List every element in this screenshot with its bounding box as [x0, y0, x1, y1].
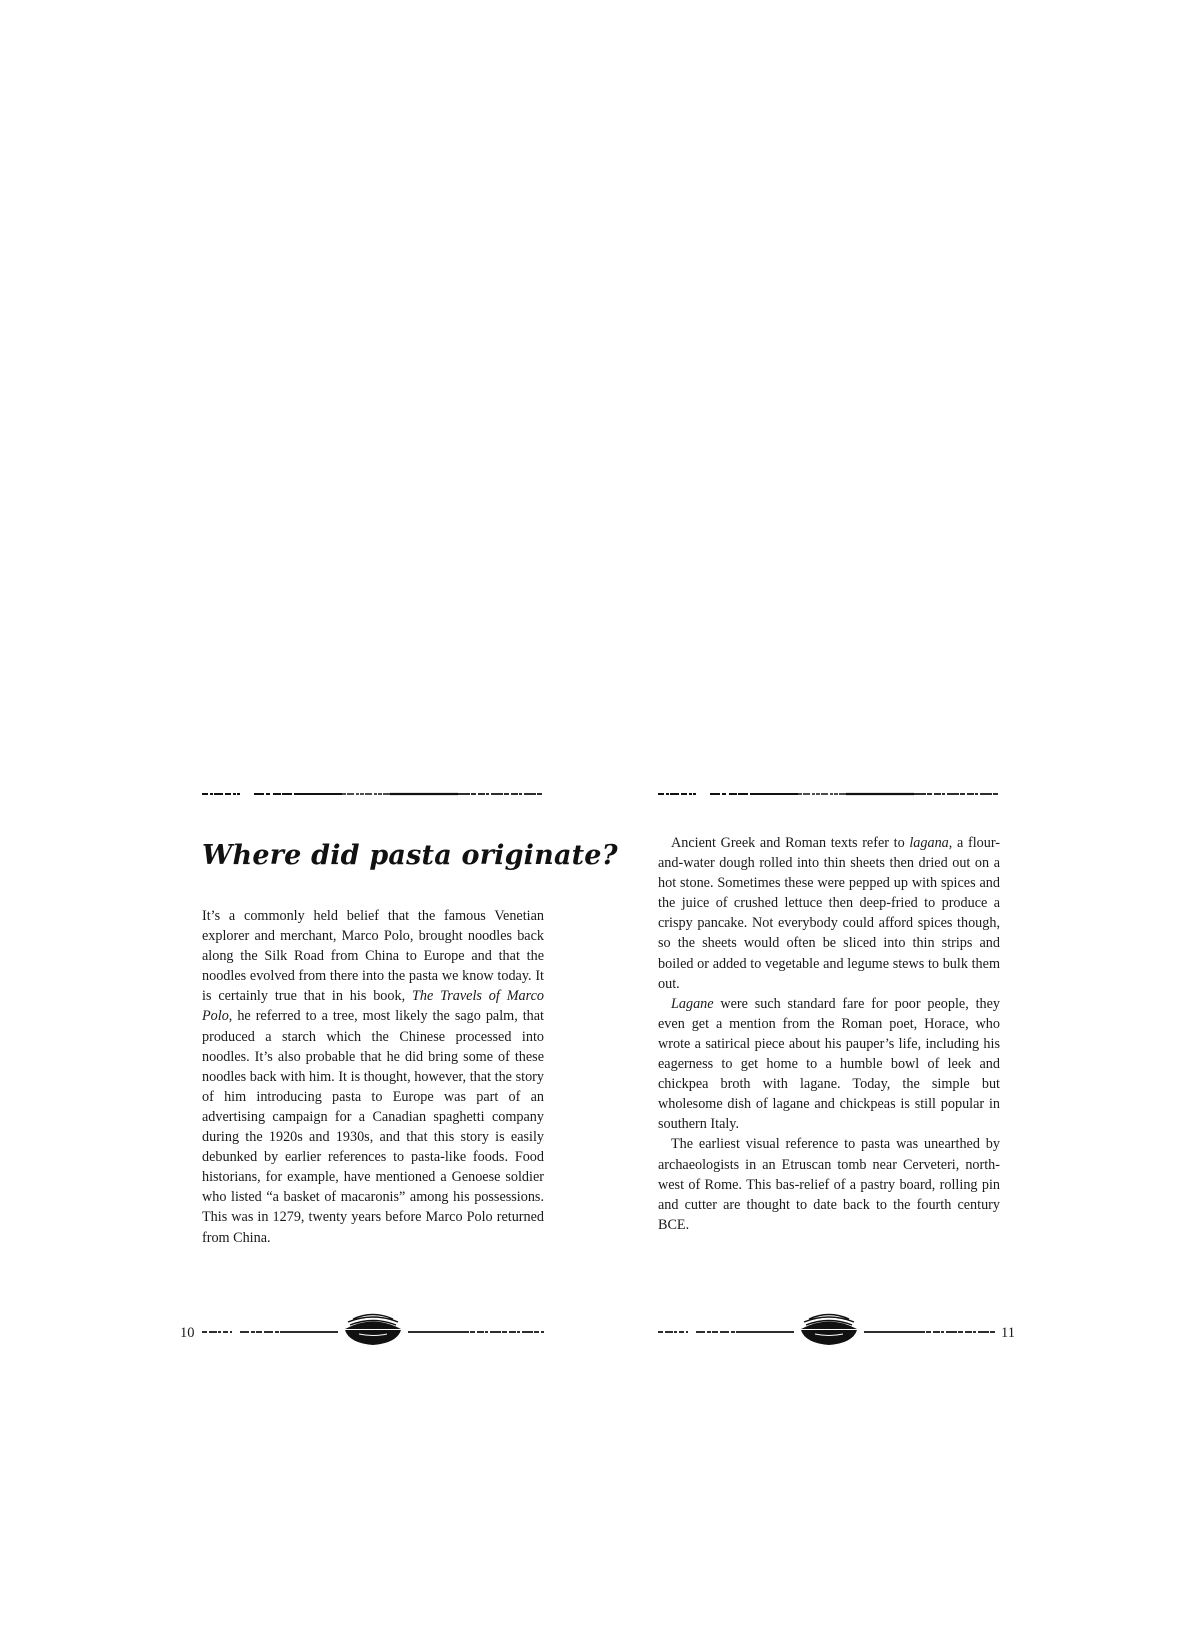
text-run: , a flour-and-water dough rolled into thin sheets then dried out on a hot stone. Sometimes these were pepped up with spices and the juice of crushed lettuce then deep-fried to produce a crispy pancake. Not everybody could afford spices though, so the sheets would often be sliced into thin strips and boiled or added to vegetable and legume stews to bulk them out. [658, 835, 1000, 992]
pasta-bowl-icon [345, 1315, 401, 1346]
paragraph: The earliest visual reference to pasta was unearthed by archaeologists in an Etruscan tomb near Cerveteri, north-west of Rome. This bas-relief of a pastry board, rolling pin and cutter are thought to date back to the fourth century BCE. [658, 1136, 1000, 1233]
book-title: The Travels of Marco Polo [202, 988, 544, 1025]
text-run: were such standard fare for poor people, they even get a mention from the Roman poet, Horace, who wrote a satirical piece about his pauper’s life, including his eagerness to get home to a humble bowl of leek and chickpea broth with lagane. Today, the simple but wholesome dish of lagane and chickpeas is still popular in southern Italy. [658, 995, 1000, 1133]
body-text-right [658, 833, 1000, 1235]
term-lagane: Lagane [671, 995, 714, 1012]
paragraph [202, 906, 544, 1248]
footer-ornament-right [658, 1310, 1000, 1350]
body-text-left [202, 906, 544, 1248]
paragraph [658, 833, 1000, 994]
text-run: , he referred to a tree, most likely the sago palm, that produced a starch which the Chinese processed into noodles. It’s also probable that he did bring some of these noodles back with him. It is thought, however, that the story of him introducing pasta to Europe was part of an advertising campaign for a Canadian spaghetti company during the 1920s and 1930s, and that this story is easily debunked by earlier references to pasta-like foods. Food historians, for example, have mentioned a Genoese soldier who listed “a basket of macaronis” among his possessions. This was in 1279, twenty years before Marco Polo returned from China. [202, 1008, 544, 1246]
footer-right [658, 1310, 1022, 1350]
text-run: It’s a commonly held belief that the famous Venetian explorer and merchant, Marco Polo, brought noodles back along the Silk Road from China to Europe and that the noodles evolved from there into the pasta we know today. It is certainly true that in his book, [202, 908, 544, 1005]
text-run: Ancient Greek and Roman texts refer to [671, 835, 910, 851]
top-rule-left [202, 790, 544, 798]
top-rule-right [658, 790, 1000, 798]
paragraph [658, 994, 1000, 1135]
footer-ornament-left [202, 1310, 544, 1350]
pasta-bowl-icon [801, 1315, 857, 1346]
chapter-heading: Where did pasta originate? [202, 840, 618, 871]
footer-left [180, 1310, 544, 1350]
page-number-left: 10 [180, 1325, 195, 1341]
term-lagana: lagana [909, 835, 949, 851]
page-number-right: 11 [1001, 1325, 1015, 1341]
